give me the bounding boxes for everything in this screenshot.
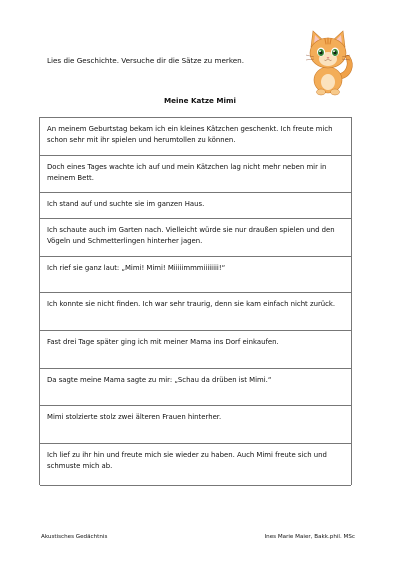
cat-illustration-icon — [300, 27, 357, 97]
footer-left-text: Akustisches Gedächtnis — [41, 534, 108, 540]
sentence-row: Ich konnte sie nicht finden. Ich war sehr traurig, denn sie kam einfach nicht zurück. — [40, 293, 351, 331]
footer-right-text: Ines Marie Maier, Bakk.phil. MSc — [264, 534, 355, 540]
sentence-row: Ich rief sie ganz laut: „Mimi! Mimi! Miiiiimmmiiiiiiii!“ — [40, 257, 351, 293]
sentence-row: Ich schaute auch im Garten nach. Vielleicht würde sie nur draußen spielen und den Vögeln und Schmetterlingen hinterher jagen. — [40, 219, 351, 257]
sentence-row: Doch eines Tages wachte ich auf und mein Kätzchen lag nicht mehr neben mir in meinem Bett. — [40, 156, 351, 193]
sentence-row: Ich stand auf und suchte sie im ganzen Haus. — [40, 193, 351, 219]
sentence-row: An meinem Geburtstag bekam ich ein kleines Kätzchen geschenkt. Ich freute mich schon sehr mit ihr spielen und herumtollen zu können. — [40, 118, 351, 156]
sentence-row: Mimi stolzierte stolz zwei älteren Frauen hinterher. — [40, 406, 351, 444]
sentence-row: Ich lief zu ihr hin und freute mich sie wieder zu haben. Auch Mimi freute sich und schmuste mich ab. — [40, 444, 351, 486]
sentence-row: Fast drei Tage später ging ich mit meiner Mama ins Dorf einkaufen. — [40, 331, 351, 369]
story-title: Meine Katze Mimi — [164, 96, 236, 105]
sentence-row: Da sagte meine Mama sagte zu mir: „Schau da drüben ist Mimi.“ — [40, 369, 351, 406]
sentence-table — [39, 117, 352, 485]
instruction-text: Lies die Geschichte. Versuche dir die Sätze zu merken. — [47, 56, 245, 65]
